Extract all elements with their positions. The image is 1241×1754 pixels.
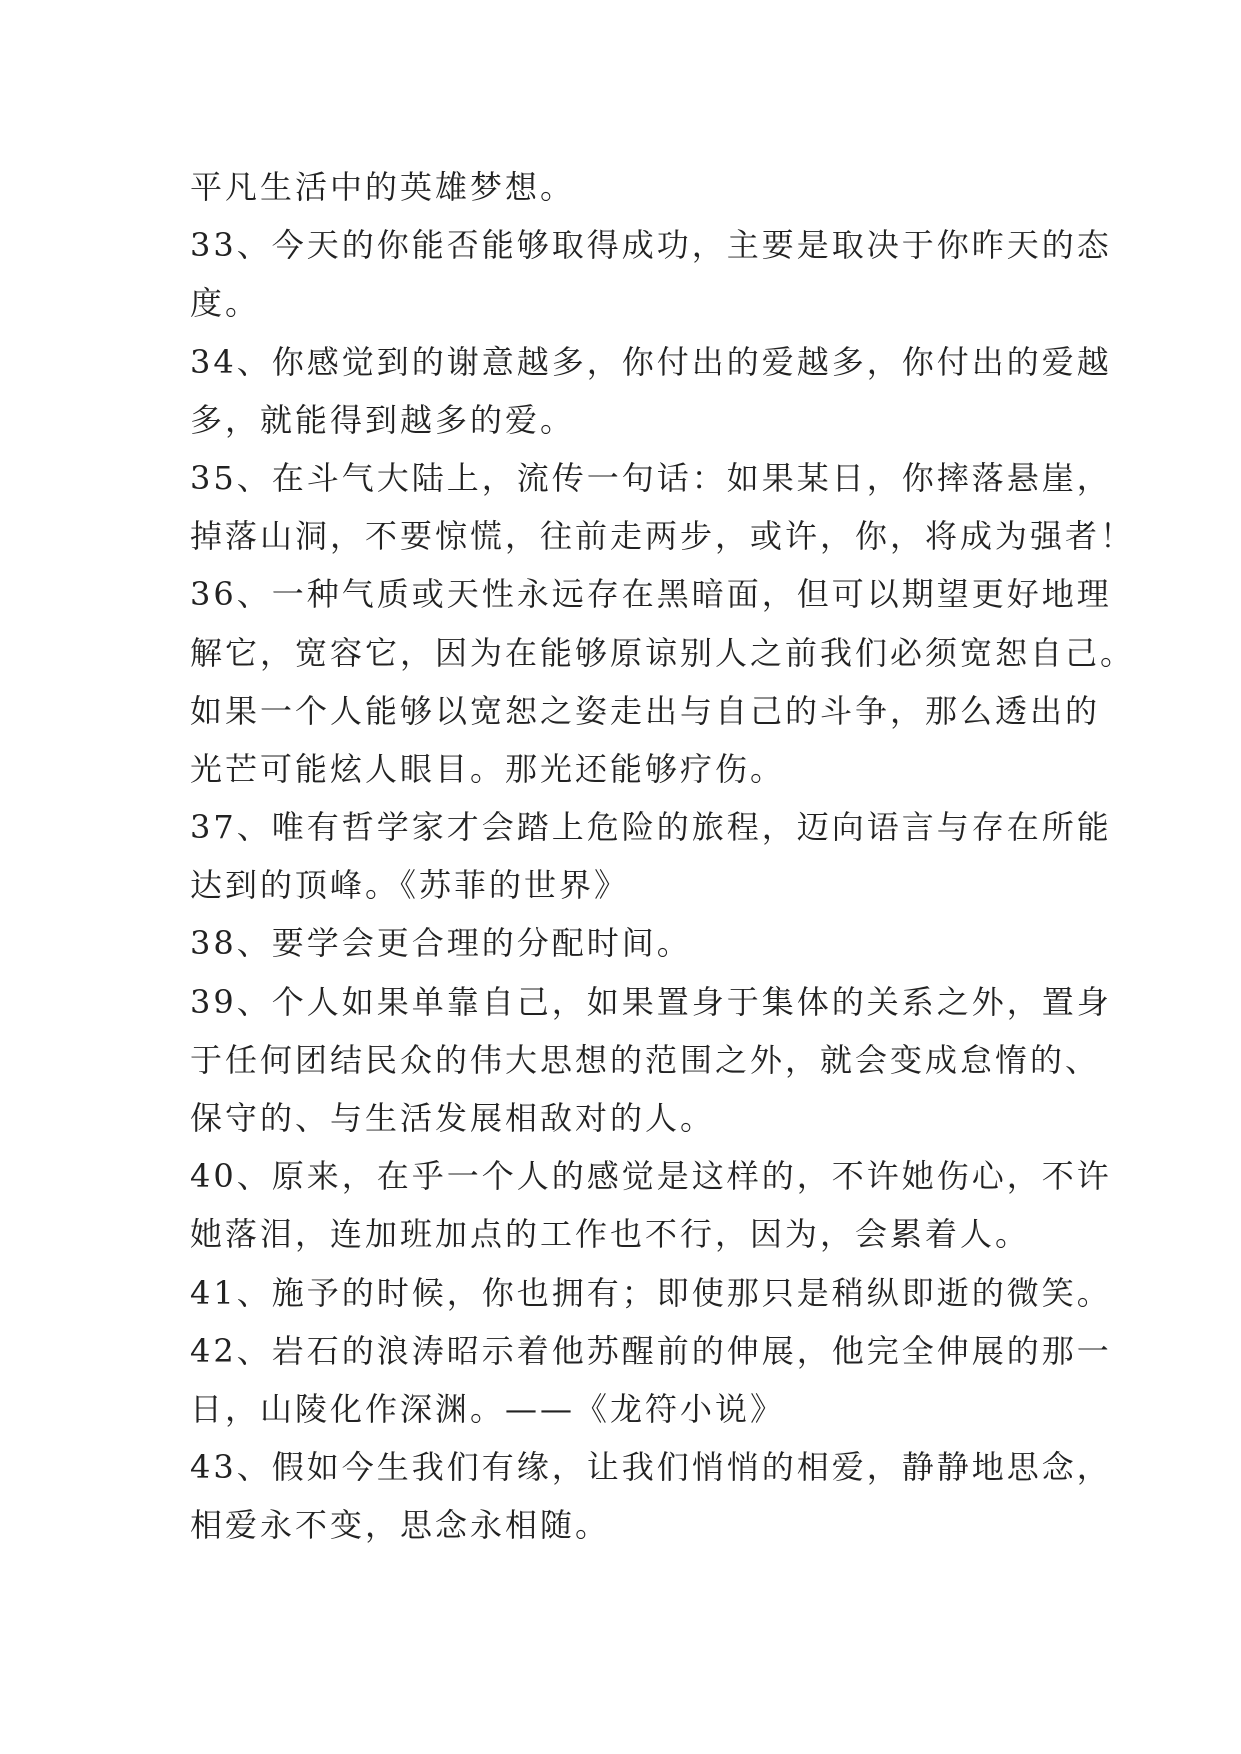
text-line: 她落泪，连加班加点的工作也不行，因为，会累着人。 [190,1215,1031,1254]
text-line: 39、个人如果单靠自己，如果置身于集体的关系之外，置身 [190,982,1112,1021]
text-line: 43、假如今生我们有缘，让我们悄悄的相爱，静静地思念， [190,1448,1112,1487]
text-line: 平凡生活中的英雄梦想。 [190,168,576,206]
text-line: 解它，宽容它，因为在能够原谅别人之前我们必须宽恕自己。 [190,633,1136,672]
text-line: 保守的、与生活发展相敌对的人。 [190,1099,716,1137]
text-line: 33、今天的你能否能够取得成功，主要是取决于你昨天的态 [190,226,1112,265]
text-line: 光芒可能炫人眼目。那光还能够疗伤。 [190,749,786,788]
text-line: 相爱永不变，思念永相随。 [190,1506,611,1545]
text-line: 达到的顶峰。《苏菲的世界》 [190,866,630,905]
text-line: 于任何团结民众的伟大思想的范围之外，就会变成怠惰的、 [190,1040,1101,1079]
text-line: 42、岩石的浪涛昭示着他苏醒前的伸展，他完全伸展的那一 [190,1331,1112,1370]
text-line: 日，山陵化作深渊。——《龙符小说》 [190,1389,786,1428]
text-line: 如果一个人能够以宽恕之姿走出与自己的斗争，那么透出的 [190,691,1101,730]
text-line: 36、一种气质或天性永远存在黑暗面，但可以期望更好地理 [190,575,1112,614]
text-line: 37、唯有哲学家才会踏上危险的旅程，迈向语言与存在所能 [190,808,1112,847]
text-line: 41、施予的时候，你也拥有；即使那只是稍纵即逝的微笑。 [190,1273,1112,1312]
text-line: 40、原来，在乎一个人的感觉是这样的，不许她伤心，不许 [190,1157,1112,1196]
text-line: 度。 [190,284,261,323]
body-text [190,158,1136,1555]
text-line: 掉落山洞，不要惊慌，往前走两步，或许，你，将成为强者！ [190,517,1136,556]
text-line: 多，就能得到越多的爱。 [190,400,576,439]
text-line: 35、在斗气大陆上，流传一句话：如果某日，你摔落悬崖， [190,458,1112,497]
text-line: 38、要学会更合理的分配时间。 [190,924,692,963]
text-line: 34、你感觉到的谢意越多，你付出的爱越多，你付出的爱越 [190,342,1112,381]
